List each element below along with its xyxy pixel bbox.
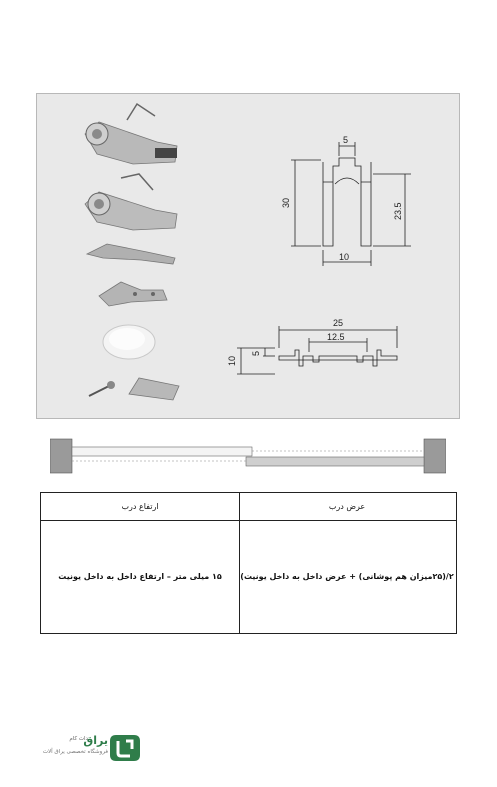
roller-bracket-bottom: [85, 174, 177, 230]
screw-and-stopper: [89, 378, 179, 400]
hardware-figure: [36, 93, 460, 419]
dim-total-height: 30: [281, 197, 291, 208]
bottom-profile-drawing: [237, 326, 397, 374]
brand-tagline: فروشگاه تخصصی یراق آلات: [42, 749, 108, 755]
guide-plate: [99, 282, 167, 306]
dim-top-width: 5: [343, 135, 349, 145]
dimension-table: [40, 492, 457, 634]
bumper-disc: [103, 325, 155, 359]
header-door-height: ارتفاع درب: [121, 502, 159, 511]
height-formula: ۱۵ میلی متر – ارتفاع داخل به داخل یونیت: [58, 572, 222, 581]
brand-domain: دات کام: [69, 736, 88, 742]
door-overlap-diagram: [50, 437, 446, 475]
dim-bottom-width: 10: [339, 252, 350, 262]
brand-mark-icon: [108, 733, 142, 763]
dim-height-inner: 5: [251, 350, 261, 356]
header-door-width: عرض درب: [328, 502, 366, 511]
width-formula: ۲/(۲۵میزان هم پوشانی) + عرض داخل به داخل یونیت): [240, 572, 454, 581]
brand-logo: [40, 733, 150, 763]
dim-inner-width: 12.5: [327, 332, 345, 342]
roller-bracket-top: [85, 104, 177, 164]
dim-height-total: 10: [227, 355, 237, 366]
dim-inner-height: 23.5: [393, 202, 403, 220]
spring-clip: [87, 244, 175, 264]
brand-name: یراق: [83, 734, 108, 747]
dim-total-width: 25: [333, 318, 344, 328]
